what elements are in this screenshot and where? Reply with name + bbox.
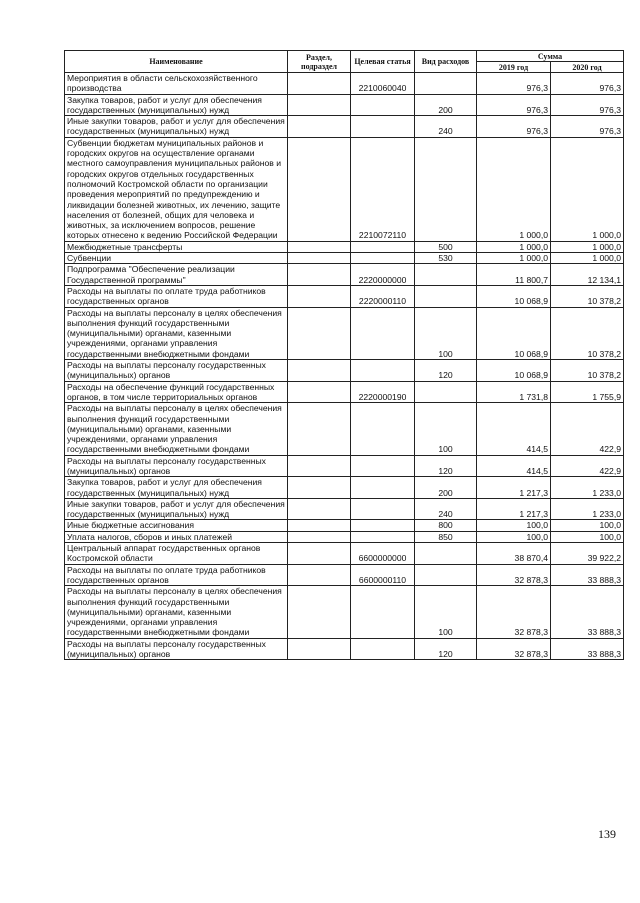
table-row bbox=[65, 455, 624, 477]
row-sum-2019: 100,0 bbox=[477, 520, 551, 531]
row-type bbox=[415, 73, 477, 95]
row-name: Уплата налогов, сборов и иных платежей bbox=[65, 531, 288, 542]
table-row bbox=[65, 116, 624, 138]
row-target: 6600000110 bbox=[351, 564, 415, 586]
table-row bbox=[65, 586, 624, 638]
row-sum-2019: 976,3 bbox=[477, 94, 551, 116]
row-sum-2019: 38 870,4 bbox=[477, 543, 551, 565]
row-section bbox=[288, 638, 351, 660]
row-section bbox=[288, 498, 351, 520]
row-section bbox=[288, 137, 351, 241]
row-sum-2019: 414,5 bbox=[477, 403, 551, 455]
row-target bbox=[351, 520, 415, 531]
header-target: Целевая статья bbox=[351, 51, 415, 73]
row-name: Расходы на выплаты персоналу в целях обеспечения выполнения функций государственными (муниципальными) органами, казенными учреждениями, органами управления государственными внебюджетными фондами bbox=[65, 403, 288, 455]
row-type bbox=[415, 137, 477, 241]
row-type bbox=[415, 264, 477, 286]
table-row bbox=[65, 94, 624, 116]
row-type: 120 bbox=[415, 360, 477, 382]
row-name: Центральный аппарат государственных органов Костромской области bbox=[65, 543, 288, 565]
row-target bbox=[351, 307, 415, 359]
header-section: Раздел, подраздел bbox=[288, 51, 351, 73]
row-target bbox=[351, 455, 415, 477]
row-sum-2019: 10 068,9 bbox=[477, 360, 551, 382]
row-name: Расходы на обеспечение функций государственных органов, в том числе территориальных органов bbox=[65, 381, 288, 403]
row-sum-2020: 33 888,3 bbox=[551, 638, 624, 660]
header-name: Наименование bbox=[65, 51, 288, 73]
table-row bbox=[65, 638, 624, 660]
row-name: Закупка товаров, работ и услуг для обеспечения государственных (муниципальных) нужд bbox=[65, 94, 288, 116]
table-body bbox=[65, 73, 624, 660]
row-sum-2020: 1 000,0 bbox=[551, 137, 624, 241]
row-section bbox=[288, 360, 351, 382]
row-sum-2019: 32 878,3 bbox=[477, 638, 551, 660]
row-name: Расходы на выплаты персоналу государственных (муниципальных) органов bbox=[65, 360, 288, 382]
row-sum-2019: 1 217,3 bbox=[477, 477, 551, 499]
table-row bbox=[65, 564, 624, 586]
row-type: 100 bbox=[415, 403, 477, 455]
table-row bbox=[65, 285, 624, 307]
row-target bbox=[351, 94, 415, 116]
row-target: 2220000190 bbox=[351, 381, 415, 403]
row-sum-2020: 422,9 bbox=[551, 455, 624, 477]
row-sum-2019: 976,3 bbox=[477, 73, 551, 95]
row-sum-2020: 33 888,3 bbox=[551, 564, 624, 586]
row-sum-2020: 976,3 bbox=[551, 94, 624, 116]
row-target bbox=[351, 498, 415, 520]
row-target: 2220000110 bbox=[351, 285, 415, 307]
row-sum-2020: 33 888,3 bbox=[551, 586, 624, 638]
row-name: Закупка товаров, работ и услуг для обеспечения государственных (муниципальных) нужд bbox=[65, 477, 288, 499]
row-name: Межбюджетные трансферты bbox=[65, 241, 288, 252]
row-section bbox=[288, 477, 351, 499]
row-name: Иные бюджетные ассигнования bbox=[65, 520, 288, 531]
row-sum-2020: 1 233,0 bbox=[551, 498, 624, 520]
row-target bbox=[351, 360, 415, 382]
row-section bbox=[288, 94, 351, 116]
row-sum-2020: 100,0 bbox=[551, 520, 624, 531]
table-row bbox=[65, 543, 624, 565]
row-sum-2019: 1 731,8 bbox=[477, 381, 551, 403]
row-target bbox=[351, 403, 415, 455]
row-target bbox=[351, 638, 415, 660]
row-type: 100 bbox=[415, 586, 477, 638]
row-type: 200 bbox=[415, 477, 477, 499]
row-target bbox=[351, 116, 415, 138]
row-target: 6600000000 bbox=[351, 543, 415, 565]
header-year-2020: 2020 год bbox=[551, 62, 624, 73]
row-name: Субвенции bbox=[65, 253, 288, 264]
row-section bbox=[288, 403, 351, 455]
row-sum-2020: 10 378,2 bbox=[551, 285, 624, 307]
row-section bbox=[288, 253, 351, 264]
row-section bbox=[288, 285, 351, 307]
row-section bbox=[288, 531, 351, 542]
row-target: 2220000000 bbox=[351, 264, 415, 286]
row-name: Расходы на выплаты персоналу в целях обеспечения выполнения функций государственными (муниципальными) органами, казенными учреждениями, органами управления государственными внебюджетными фондами bbox=[65, 586, 288, 638]
row-name: Расходы на выплаты персоналу государственных (муниципальных) органов bbox=[65, 638, 288, 660]
row-type: 240 bbox=[415, 498, 477, 520]
row-name: Расходы на выплаты по оплате труда работников государственных органов bbox=[65, 285, 288, 307]
table-row bbox=[65, 264, 624, 286]
page-number: 139 bbox=[598, 827, 616, 841]
header-sum: Сумма bbox=[477, 51, 624, 62]
row-sum-2020: 12 134,1 bbox=[551, 264, 624, 286]
table-row bbox=[65, 531, 624, 542]
row-type: 530 bbox=[415, 253, 477, 264]
row-type: 850 bbox=[415, 531, 477, 542]
row-sum-2019: 32 878,3 bbox=[477, 586, 551, 638]
row-name: Мероприятия в области сельскохозяйственного производства bbox=[65, 73, 288, 95]
row-sum-2019: 11 800,7 bbox=[477, 264, 551, 286]
row-target bbox=[351, 253, 415, 264]
row-sum-2020: 976,3 bbox=[551, 116, 624, 138]
row-sum-2019: 1 000,0 bbox=[477, 253, 551, 264]
row-sum-2019: 1 000,0 bbox=[477, 137, 551, 241]
table-row bbox=[65, 520, 624, 531]
row-section bbox=[288, 73, 351, 95]
row-name: Расходы на выплаты персоналу государственных (муниципальных) органов bbox=[65, 455, 288, 477]
table-row bbox=[65, 137, 624, 241]
row-sum-2020: 10 378,2 bbox=[551, 360, 624, 382]
row-sum-2020: 39 922,2 bbox=[551, 543, 624, 565]
row-type: 240 bbox=[415, 116, 477, 138]
row-section bbox=[288, 586, 351, 638]
row-sum-2019: 1 217,3 bbox=[477, 498, 551, 520]
row-type: 500 bbox=[415, 241, 477, 252]
row-target bbox=[351, 531, 415, 542]
row-type bbox=[415, 381, 477, 403]
row-name: Расходы на выплаты персоналу в целях обеспечения выполнения функций государственными (муниципальными) органами, казенными учреждениями, органами управления государственными внебюджетными фондами bbox=[65, 307, 288, 359]
row-target bbox=[351, 586, 415, 638]
header-year-2019: 2019 год bbox=[477, 62, 551, 73]
row-section bbox=[288, 381, 351, 403]
table-row bbox=[65, 477, 624, 499]
table-row bbox=[65, 498, 624, 520]
row-sum-2020: 10 378,2 bbox=[551, 307, 624, 359]
table-header bbox=[65, 51, 624, 73]
row-section bbox=[288, 241, 351, 252]
row-sum-2020: 100,0 bbox=[551, 531, 624, 542]
row-sum-2020: 976,3 bbox=[551, 73, 624, 95]
row-type: 120 bbox=[415, 638, 477, 660]
row-sum-2019: 976,3 bbox=[477, 116, 551, 138]
row-target: 2210072110 bbox=[351, 137, 415, 241]
row-sum-2020: 1 755,9 bbox=[551, 381, 624, 403]
row-sum-2019: 100,0 bbox=[477, 531, 551, 542]
row-section bbox=[288, 455, 351, 477]
row-name: Иные закупки товаров, работ и услуг для обеспечения государственных (муниципальных) нужд bbox=[65, 116, 288, 138]
row-sum-2020: 1 233,0 bbox=[551, 477, 624, 499]
row-section bbox=[288, 264, 351, 286]
header-type: Вид расходов bbox=[415, 51, 477, 73]
table-row bbox=[65, 403, 624, 455]
row-sum-2019: 32 878,3 bbox=[477, 564, 551, 586]
row-section bbox=[288, 116, 351, 138]
row-section bbox=[288, 564, 351, 586]
row-name: Субвенции бюджетам муниципальных районов и городских округов на осуществление органами местного самоуправления муниципальных районов и городских округов отдельных государственных полномочий Костромской области по организации проведения мероприятий по предупреждению и ликвидации болезней животных, их лечению, защите населения от болезней, общих для человека и животных, за исключением вопросов, решение которых отнесено к ведению Российской Федерации bbox=[65, 137, 288, 241]
row-target: 2210060040 bbox=[351, 73, 415, 95]
row-sum-2019: 1 000,0 bbox=[477, 241, 551, 252]
row-type: 800 bbox=[415, 520, 477, 531]
row-type bbox=[415, 285, 477, 307]
table-row bbox=[65, 73, 624, 95]
row-section bbox=[288, 307, 351, 359]
row-type bbox=[415, 564, 477, 586]
row-sum-2019: 414,5 bbox=[477, 455, 551, 477]
row-sum-2019: 10 068,9 bbox=[477, 285, 551, 307]
row-sum-2019: 10 068,9 bbox=[477, 307, 551, 359]
row-name: Подпрограмма "Обеспечение реализации Государственной программы" bbox=[65, 264, 288, 286]
row-section bbox=[288, 543, 351, 565]
row-target bbox=[351, 477, 415, 499]
table-row bbox=[65, 253, 624, 264]
row-type: 120 bbox=[415, 455, 477, 477]
table-row bbox=[65, 307, 624, 359]
row-type: 200 bbox=[415, 94, 477, 116]
row-name: Иные закупки товаров, работ и услуг для обеспечения государственных (муниципальных) нужд bbox=[65, 498, 288, 520]
row-sum-2020: 1 000,0 bbox=[551, 241, 624, 252]
table-row bbox=[65, 360, 624, 382]
row-section bbox=[288, 520, 351, 531]
table-row bbox=[65, 381, 624, 403]
row-sum-2020: 422,9 bbox=[551, 403, 624, 455]
row-target bbox=[351, 241, 415, 252]
row-sum-2020: 1 000,0 bbox=[551, 253, 624, 264]
row-type bbox=[415, 543, 477, 565]
budget-table bbox=[64, 50, 624, 660]
row-name: Расходы на выплаты по оплате труда работников государственных органов bbox=[65, 564, 288, 586]
table-row bbox=[65, 241, 624, 252]
row-type: 100 bbox=[415, 307, 477, 359]
